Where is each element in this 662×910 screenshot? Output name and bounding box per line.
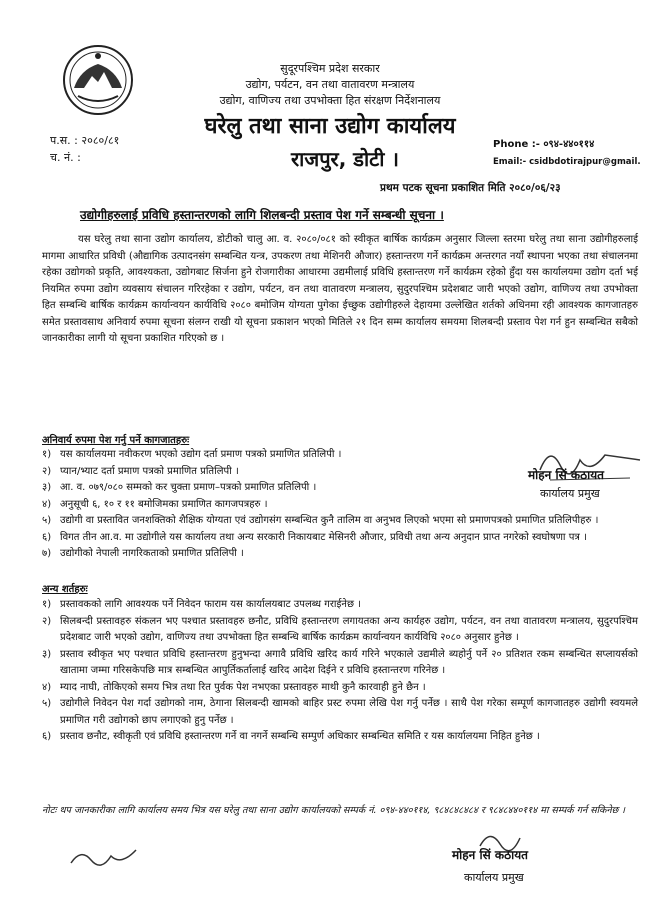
publication-date: प्रथम पटक सूचना प्रकाशित मिति २०८०/०६/२३ xyxy=(380,182,561,194)
dispatch-number: च. नं. : xyxy=(50,151,81,164)
email-address: Email:- csidbdotirajpur@gmail. xyxy=(493,157,641,167)
signatory-bottom-name: मोहन सिं कठायत xyxy=(452,848,528,862)
list-item: ४) अनुसूची ६, १० र ११ बमोजिमका प्रमाणित कागजपत्रहरु । xyxy=(42,498,268,510)
list-item: १) प्रस्तावकको लागि आवश्यक पर्ने निवेदन फाराम यस कार्यालयबाट उपलब्ध गराईनेछ । xyxy=(42,599,361,610)
list-item: ६) प्रस्ताव छनौट, स्वीकृती एवं प्रविधि हस्तान्तरण गर्ने वा नगर्ने सम्बन्धि सम्पुर्ण अधिकार सम्बन्धित समिति र यस कार्यालयमा निहित हुनेछ । xyxy=(42,731,540,742)
list-item: २) प्यान/भ्याट दर्ता प्रमाण पत्रको प्रमाणित प्रतिलिपी । xyxy=(42,465,239,477)
list-item: ४) म्याद नाघी, तोकिएको समय भित्र तथा रित पुर्वक पेश नभएका प्रस्तावहरु माथी कुनै कारवाही हुने छैन । xyxy=(42,681,426,693)
header-province: सुदूरपश्चिम प्रदेश सरकार xyxy=(280,62,380,75)
office-name: घरेलु तथा साना उद्योग कार्यालय xyxy=(204,114,456,139)
notice-intro-paragraph: यस घरेलु तथा साना उद्योग कार्यालय, डोटीको चालु आ. व. २०८०/०८१ को स्वीकृत बार्षिक कार्यक्रम अनुसार जिल्ला स्तरमा घरेलु तथा साना उद्योगीहरुलाई मागमा आधारित प्रविधी (औद्यागिक उत्पादनसंग सम्बन्धित यन्त्र, उपकरण तथा मेशिनरी औजार) हस्तान्तरण गर्ने कार्यक्रम अन्तरगत नयाँ स्थापना भएका तथा संचालनमा रहेका उद्योगको प्रकृति, आवश्यकता, उद्योगबाट सिर्जना हुने रोजगारीका आधारमा उद्यमीलाई प्रविधि हस्तान्तरण गर्ने कार्यक्रम रहेको हुँदा यस कार्यालयमा उद्योग दर्ता भई नियमित रुपमा उद्योग व्यवसाय संचालन गरिरहेका र उद्योग, पर्यटन, वन तथा वातावरण मन्त्रालय, सुदुरपश्चिम प्रदेशबाट जारी भएको उद्योग, वाणिज्य तथा उपभोक्ता हित सम्बन्धि बार्षिक कार्यक्रम कार्यान्वयन कार्यविधि २०८० बमोजिम योग्यता पुगेका ईच्छुक उद्योगीहरुले देहायमा उल्लेखित शर्तको अधिनमा रही आवश्यक कागजातहरु समेत प्रस्तावसाथ अनिवार्य रुपमा सूचना संलग्न राखी यो सूचना प्रकाशन भएको मितिले २१ दिन सम्म कार्यालय समयमा शिलबन्दी प्रस्ताव पेश गर्न हुन सम्बन्धित सबैको जानकारीका लागी यो सूचना प्रकाशित गरिएको छ । xyxy=(42,234,638,344)
list-item: १) यस कार्यालयमा नवीकरण भएको उद्योग दर्ता प्रमाण पत्रको प्रमाणित प्रतिलिपी । xyxy=(42,449,342,460)
office-place: राजपुर, डोटी । xyxy=(291,147,399,171)
list-item: ५) उद्योगी वा प्रस्तावित जनशक्तिको शैक्षिक योग्यता एवं उद्योगसंग सम्बन्धित कुनै तालिम वा अनुभव लिएको भएमा सो प्रमाणपत्रको प्रमाणित प्रतिलिपीहरु । xyxy=(42,515,599,526)
signatory-top-name: मोहन सिं कठायत xyxy=(528,468,604,482)
other-terms-title: अन्य शर्तहरुः xyxy=(42,584,88,595)
list-item: २) सिलबन्दी प्रस्तावहरु संकलन भए पश्चात प्रस्तावहरु छनौट, प्रविधि हस्तान्तरण लगायतका अन्य कार्यहरु उद्योग, पर्यटन, वन तथा वातावरण मन्त्रालय, सुदुरपश्चिम प्रदेशबाट जारी भएको उद्योग, वाणिज्य तथा उपभोक्ता हित सम्बन्धि बार्षिक कार्यक्रम कार्यान्वयन कार्यविधि २०८० अनुसार हुनेछ । xyxy=(42,615,638,643)
list-item: ६) विगत तीन आ.व. मा उद्योगीले यस कार्यालय तथा अन्य सरकारी निकायबाट मेसिनरी औजार, प्रविधी तथा अन्य अनुदान प्राप्त नगरेको स्वघोषणा पत्र । xyxy=(42,531,587,543)
requirements-title: अनिवार्य रुपमा पेश गर्नु पर्ने कागजातहरुः xyxy=(42,435,190,446)
notice-subject: उद्योगीहरुलाई प्रविधि हस्तान्तरणको लागि शिलबन्दी प्रस्ताव पेश गर्ने सम्बन्धी सूचना । xyxy=(80,208,444,222)
signature-left-icon xyxy=(66,838,146,878)
signatory-bottom-title: कार्यालय प्रमुख xyxy=(464,871,524,884)
list-item: ३) आ. व. ०७९/०८० सम्मको कर चुक्ता प्रमाण–पत्रको प्रमाणित प्रतिलिपी । xyxy=(42,482,317,493)
phone-number: Phone :- ०९४-४४०११४ xyxy=(493,139,595,150)
other-terms-list xyxy=(42,597,638,746)
list-item: ५) उद्योगीले निवेदन पेश गर्दा उद्योगको नाम, ठेगाना सिलबन्दी खामको बाहिर प्रस्ट रुपमा लेखि पेश गर्नु पर्नेछ । साथै पेश गरेका सम्पूर्ण कागजातहरु उद्योगी स्वयमले प्रमाणित गरी उद्योगको छाप लगाएको हुनु पर्नेछ । xyxy=(42,698,638,726)
signatory-top-title: कार्यालय प्रमुख xyxy=(540,487,600,500)
header-directorate: उद्योग, वाणिज्य तथा उपभोक्ता हित संरक्षण निर्देशनालय xyxy=(219,94,441,107)
header-ministry: उद्योग, पर्यटन, वन तथा वातावरण मन्त्रालय xyxy=(245,78,415,91)
letter-ref-number: प.स. : २०८०/८१ xyxy=(50,134,120,147)
list-item: ७) उद्योगीको नेपाली नागरिकताको प्रमाणित प्रतिलिपी । xyxy=(42,548,244,559)
nepal-emblem-icon xyxy=(60,42,136,118)
list-item: ३) प्रस्ताव स्वीकृत भए पश्चात प्रविधि हस्तान्तरण हुनुभन्दा अगावै प्रविधि खरिद कार्य गरिने भएकाले उद्यमीले ब्यहोर्नु पर्ने २० प्रतिशत रकम सम्बन्धित सप्लायर्सको खातामा जम्मा गरिसकेपछि मात्र सम्बन्धित आपुर्तिकर्तालाई खरिद आदेश दिईने र प्रविधि हस्तान्तरण गरिनेछ । xyxy=(42,648,638,676)
contact-note: नोटः थप जानकारीका लागि कार्यालय समय भित्र यस घरेलु तथा साना उद्योग कार्यालयको सम्पर्क नं. ०९४-४४०११४, ९८४८४८४८४ र ९८४८४४०११४ मा सम्पर्क गर्न सकिनेछ । xyxy=(42,805,625,816)
